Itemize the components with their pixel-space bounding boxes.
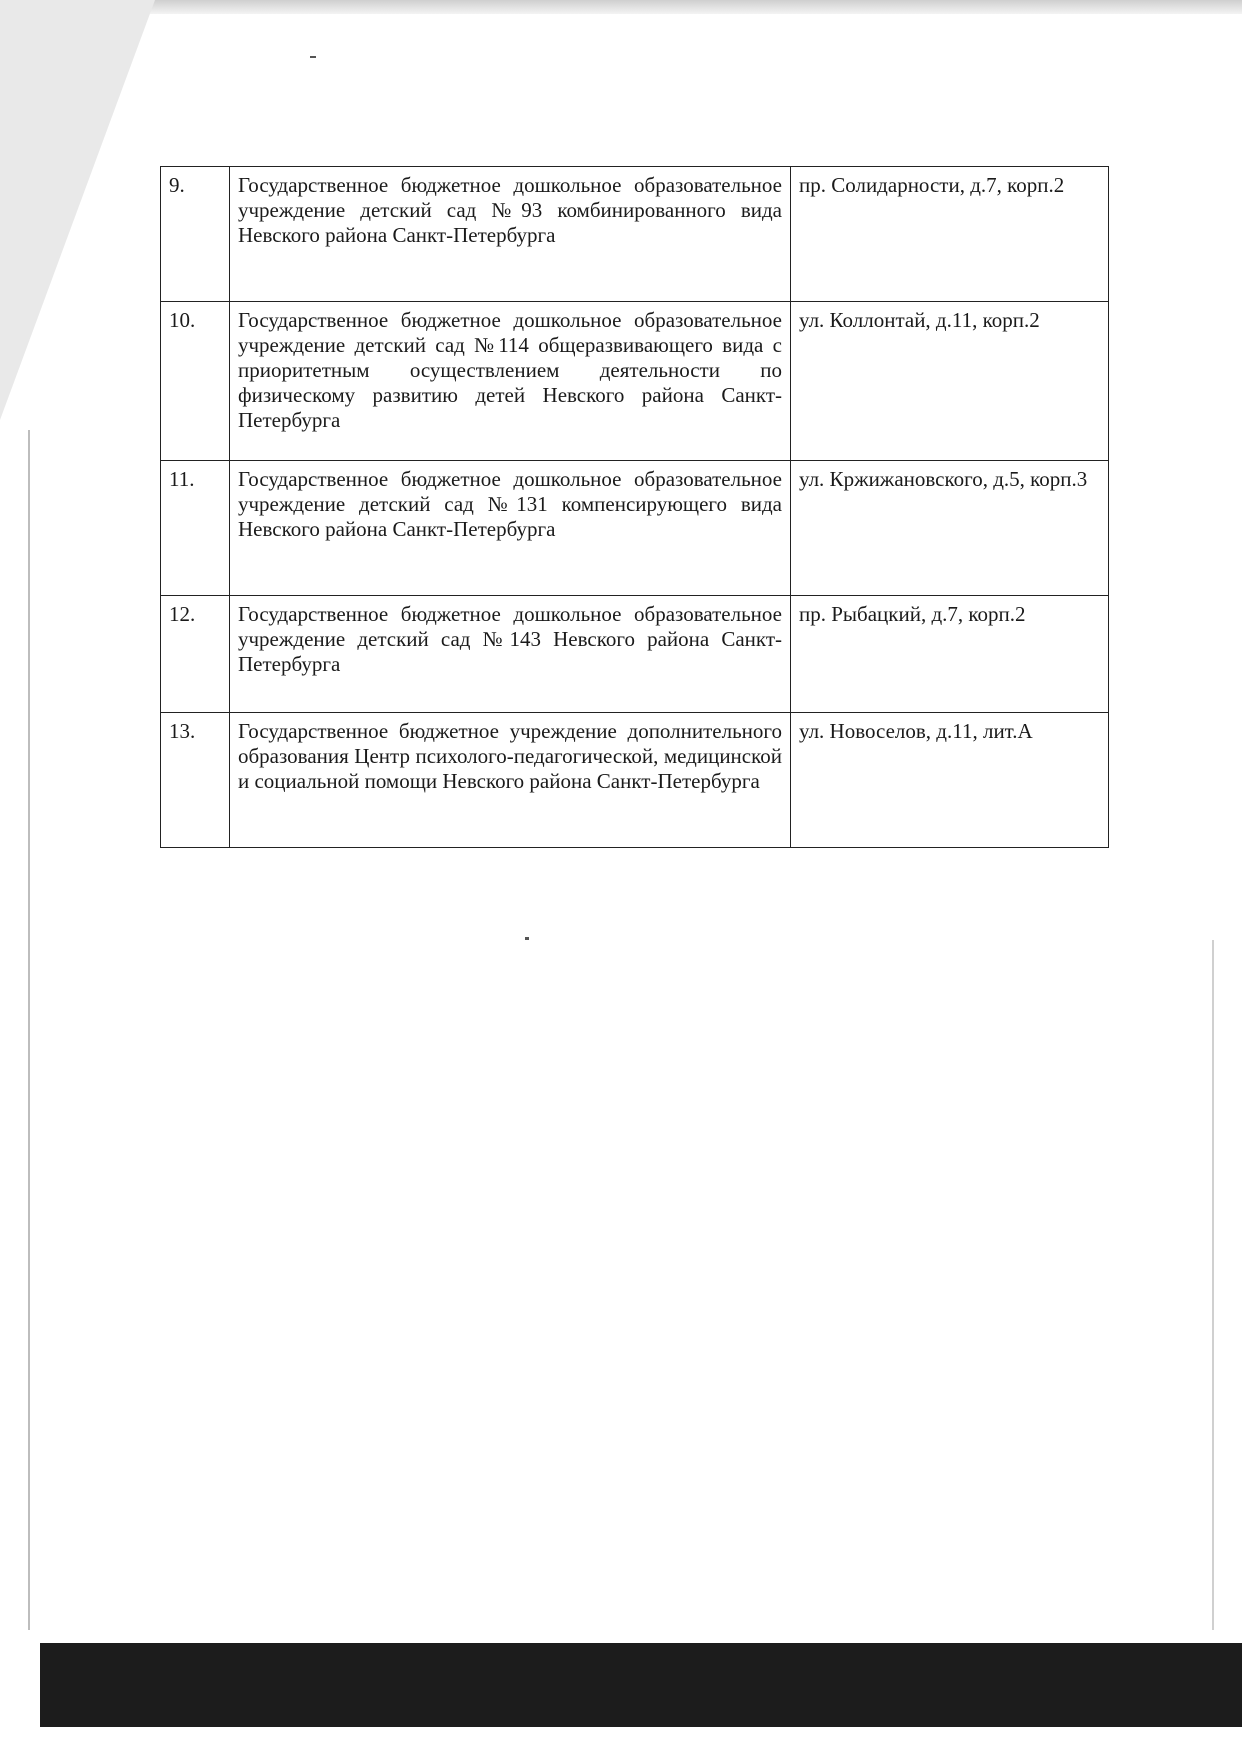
institution-name: Государственное бюджетное дошкольное образовательное учреждение детский сад №143 Невского района Санкт-Петербурга bbox=[230, 596, 791, 713]
table-row bbox=[161, 302, 1109, 461]
row-number: 13. bbox=[161, 713, 230, 848]
institutions-table bbox=[160, 166, 1109, 848]
institution-address: пр. Рыбацкий, д.7, корп.2 bbox=[791, 596, 1109, 713]
institution-address: ул. Кржижановского, д.5, корп.3 bbox=[791, 461, 1109, 596]
scan-speck bbox=[525, 937, 529, 940]
scan-right-edge-line bbox=[1212, 940, 1214, 1630]
scan-page-fold-shadow bbox=[0, 0, 155, 420]
row-number: 9. bbox=[161, 167, 230, 302]
scan-left-edge-line bbox=[28, 430, 30, 1630]
table-row bbox=[161, 713, 1109, 848]
institution-name: Государственное бюджетное дошкольное образовательное учреждение детский сад №131 компенсирующего вида Невского района Санкт-Петербурга bbox=[230, 461, 791, 596]
institution-name: Государственное бюджетное учреждение дополнительного образования Центр психолого-педагогической, медицинской и социальной помощи Невского района Санкт-Петербурга bbox=[230, 713, 791, 848]
institution-name: Государственное бюджетное дошкольное образовательное учреждение детский сад №114 общеразвивающего вида с приоритетным осуществлением деятельности по физическому развитию детей Невского района Санкт-Петербурга bbox=[230, 302, 791, 461]
row-number: 11. bbox=[161, 461, 230, 596]
institution-address: ул. Новоселов, д.11, лит.А bbox=[791, 713, 1109, 848]
scan-top-edge bbox=[150, 0, 1242, 14]
row-number: 12. bbox=[161, 596, 230, 713]
scan-bottom-dark-band bbox=[40, 1643, 1242, 1727]
table-row bbox=[161, 461, 1109, 596]
institution-address: пр. Солидарности, д.7, корп.2 bbox=[791, 167, 1109, 302]
table-row bbox=[161, 167, 1109, 302]
institution-address: ул. Коллонтай, д.11, корп.2 bbox=[791, 302, 1109, 461]
row-number: 10. bbox=[161, 302, 230, 461]
scan-speck bbox=[310, 56, 316, 58]
table-row bbox=[161, 596, 1109, 713]
institution-name: Государственное бюджетное дошкольное образовательное учреждение детский сад №93 комбинированного вида Невского района Санкт-Петербурга bbox=[230, 167, 791, 302]
